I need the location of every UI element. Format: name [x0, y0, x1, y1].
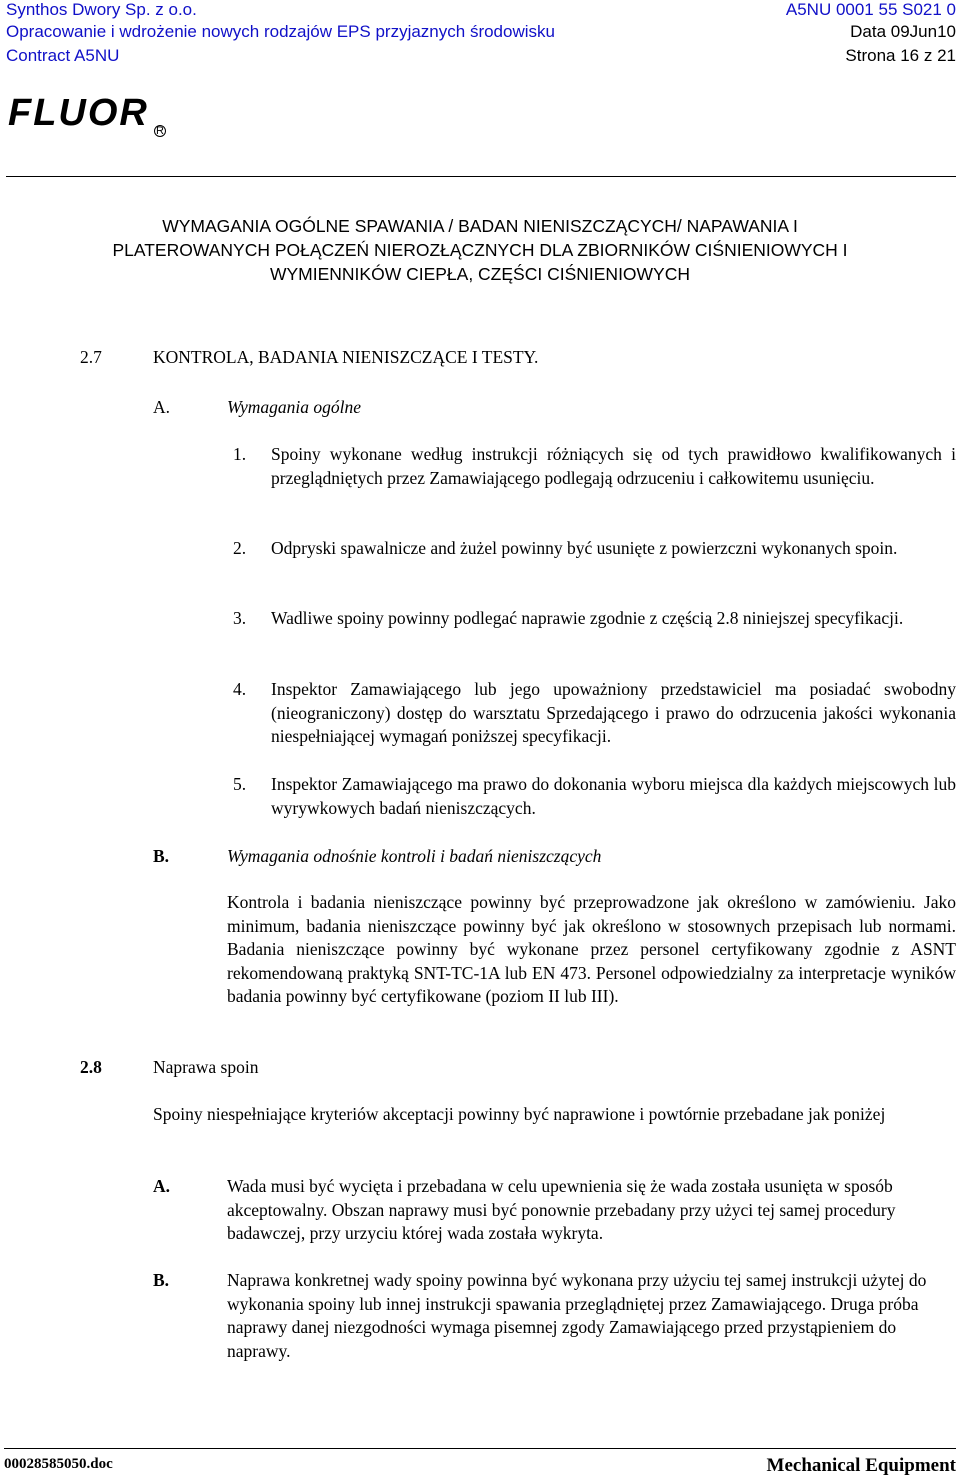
header-date: Data 09Jun10 — [850, 22, 956, 41]
section-2-8-title: Naprawa spoin — [153, 1057, 259, 1077]
registered-mark-icon: R — [154, 125, 166, 137]
section-2-8-intro: Spoiny niespełniające kryteriów akceptacji powinny być naprawione i powtórnie przebadane jak poniżej — [153, 1104, 886, 1124]
footer-rule — [4, 1448, 956, 1449]
section-2-8-number: 2.8 — [80, 1057, 102, 1077]
fluor-logo: FLUOR — [8, 92, 149, 134]
list-item-number: 2. — [233, 538, 247, 558]
repair-item-text: Wada musi być wycięta i przebadana w celu upewnienia się że wada została usunięta w sposób akceptowalny. Obszan naprawy musi być ponownie przebadany przy użyci tej samej procedury badawczej, przy urzyciu której wada została wykryta. — [227, 1176, 896, 1243]
list-item-text: Inspektor Zamawiającego lub jego upoważniony przedstawiciel ma posiadać swobodny (nieograniczony) dostęp do warsztatu Sprzedającego i prawo do odrzucenia jakości wykonania niespełniającej wymagań poniższej specyfikacji. — [271, 679, 956, 746]
repair-item-letter: A. — [153, 1176, 171, 1196]
list-item-number: 3. — [233, 608, 247, 628]
subsection-b-paragraph: Kontrola i badania nieniszczące powinny być przeprowadzone jak określono w zamówieniu. Jako minimum, badania nieniszczące powinny być jak określono w stosownych przepisach lub normami. Badania nieniszczące powinny być wykonane przez personel certyfikowany zgodnie z ASNT rekomendowaną praktyką SNT-TC-1A lub EN 473. Personel odpowiedzialny za interpretacje wyników badania powinny być certyfikowane (poziom II lub III). — [227, 892, 956, 1006]
section-2-7-title: KONTROLA, BADANIA NIENISZCZĄCE I TESTY. — [153, 347, 539, 367]
header-company: Synthos Dwory Sp. z o.o. — [6, 0, 197, 19]
header-contract: Contract A5NU — [6, 46, 120, 65]
list-item-text: Inspektor Zamawiającego ma prawo do dokonania wyboru miejsca dla każdych miejscowych lub wyrywkowych badań nieniszczących. — [271, 774, 956, 818]
subsection-b-title: Wymagania odnośnie kontroli i badań nieniszczących — [227, 846, 602, 866]
section-2-7-number: 2.7 — [80, 347, 102, 367]
header-rule — [6, 176, 956, 177]
repair-item-text: Naprawa konkretnej wady spoiny powinna być wykonana przy użyciu tej samej instrukcji użytej do wykonania spoiny lub innej instrukcji spawania przeglądniętej przez Zamawiającego. Druga próba naprawy danej niezgodności wymaga pisemnej zgody Zamawiającego przed przystąpieniem do naprawy. — [227, 1270, 927, 1361]
footer-category: Mechanical Equipment — [766, 1455, 956, 1476]
subsection-b-letter: B. — [153, 846, 170, 866]
list-item-number: 1. — [233, 444, 247, 464]
doc-title-line-3: WYMIENNIKÓW CIEPŁA, CZĘŚCI CIŚNIENIOWYCH — [269, 264, 691, 284]
doc-title-line-2: PLATEROWANYCH POŁĄCZEŃ NIEROZŁĄCZNYCH DLA ZBIORNIKÓW CIŚNIENIOWYCH I — [112, 240, 848, 260]
header-page-number: Strona 16 z 21 — [845, 46, 956, 65]
subsection-a-letter: A. — [153, 397, 171, 417]
repair-item-letter: B. — [153, 1270, 170, 1290]
list-item-text: Wadliwe spoiny powinny podlegać naprawie zgodnie z częścią 2.8 niniejszej specyfikacji. — [271, 608, 904, 628]
header-project: Opracowanie i wdrożenie nowych rodzajów EPS przyjaznych środowisku — [6, 22, 555, 41]
list-item-number: 5. — [233, 774, 247, 794]
footer-doc-id: 00028585050.doc — [4, 1456, 113, 1472]
doc-title-line-1: WYMAGANIA OGÓLNE SPAWANIA / BADAN NIENISZCZĄCYCH/ NAPAWANIA I — [162, 216, 798, 236]
list-item-number: 4. — [233, 679, 247, 699]
header-doc-code: A5NU 0001 55 S021 0 — [785, 0, 956, 19]
subsection-a-title: Wymagania ogólne — [227, 397, 361, 417]
list-item-text: Odpryski spawalnicze and żużel powinny być usunięte z powierzczni wykonanych spoin. — [271, 538, 898, 558]
list-item-text: Spoiny wykonane według instrukcji różniących się od tych prawidłowo kwalifikowanych i przeglądniętych przez Zamawiającego podlegają odrzuceniu i całkowitemu usunięciu. — [271, 444, 956, 488]
